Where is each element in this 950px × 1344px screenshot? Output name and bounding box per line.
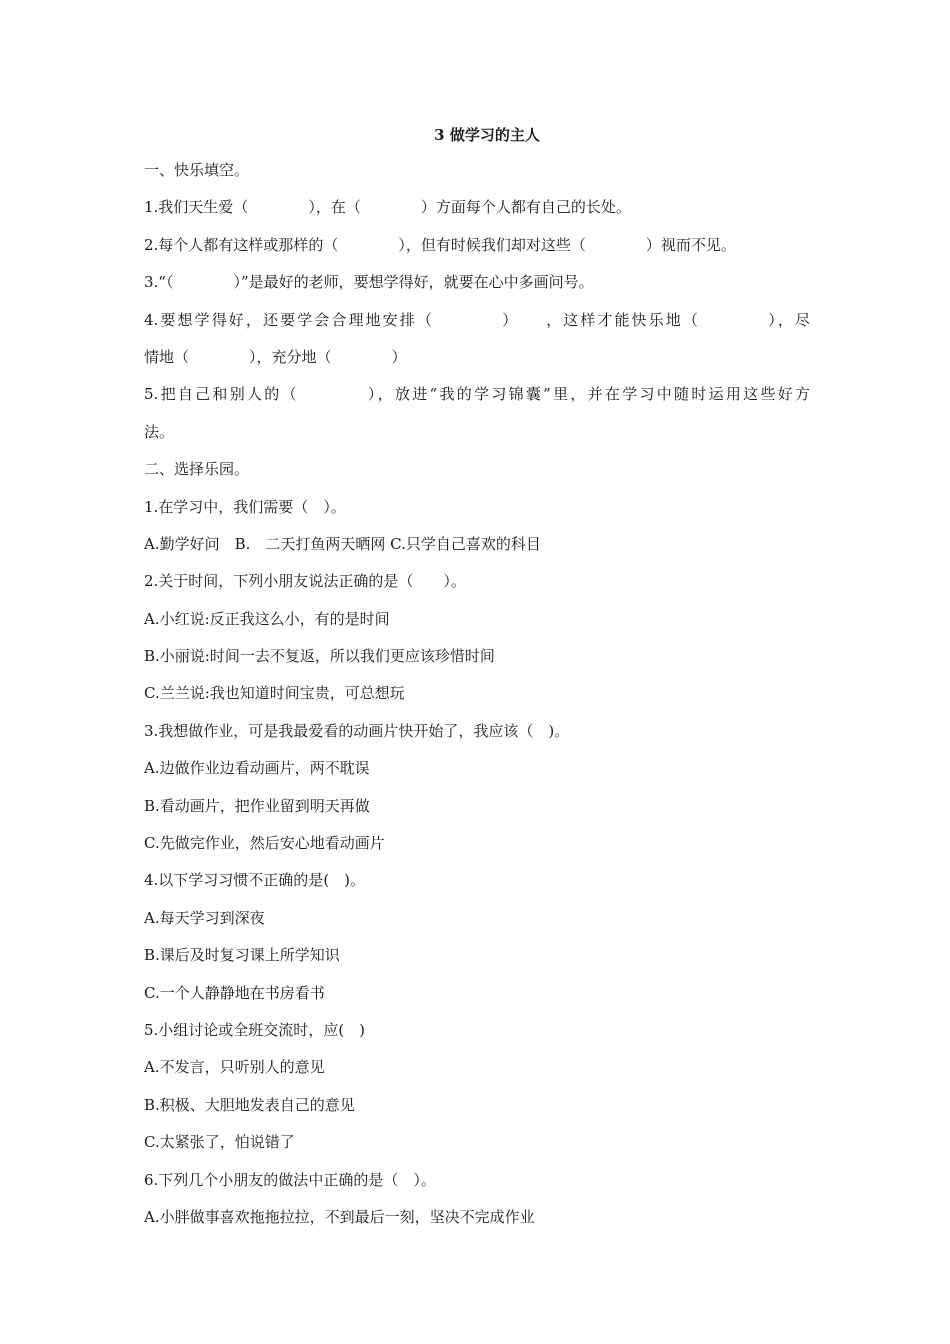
- option-line: A.勤学好问 B. 二天打鱼两天晒网 C.只学自己喜欢的科目: [144, 534, 541, 553]
- page-title: 3 做学习的主人: [434, 126, 540, 144]
- option-line: B.积极、大胆地发表自己的意见: [144, 1095, 355, 1114]
- question-line: 3.“（ ）”是最好的老师，要想学得好，就要在心中多画问号。: [144, 273, 594, 292]
- question-line: 6.下列几个小朋友的做法中正确的是（ ）。: [144, 1170, 436, 1189]
- question-line: 2.关于时间，下列小朋友说法正确的是（ ）。: [144, 572, 466, 591]
- section-heading: 二、选择乐园。: [144, 460, 250, 479]
- option-line: C.太紧张了，怕说错了: [144, 1133, 295, 1152]
- question-line: 4.要想学得好，还要学会合理地安排（ ） ，这样才能快乐地（ ），尽: [144, 310, 810, 329]
- option-line: A.不发言，只听别人的意见: [144, 1058, 325, 1077]
- question-line: 法。: [144, 422, 175, 441]
- question-line: 5.把自己和别人的（ ），放进“我的学习锦囊”里，并在学习中随时运用这些好方: [144, 385, 810, 404]
- option-line: B.小丽说:时间一去不复返，所以我们更应该珍惜时间: [144, 647, 495, 666]
- question-line: 4.以下学习习惯不正确的是( )。: [144, 871, 366, 890]
- question-line: 1.在学习中，我们需要（ ）。: [144, 497, 346, 516]
- option-line: C.先做完作业，然后安心地看动画片: [144, 834, 385, 853]
- worksheet-page: [144, 118, 810, 1236]
- option-line: A.小胖做事喜欢拖拖拉拉，不到最后一刻，坚决不完成作业: [144, 1207, 535, 1226]
- question-line: 2.每个人都有这样或那样的（ ），但有时候我们却对这些（ ）视而不见。: [144, 235, 736, 254]
- option-line: A.小红说:反正我这么小，有的是时间: [144, 609, 390, 628]
- question-line: 3.我想做作业，可是我最爱看的动画片快开始了，我应该（ )。: [144, 721, 570, 740]
- option-line: B.看动画片，把作业留到明天再做: [144, 796, 370, 815]
- question-line: 5.小组讨论或全班交流时，应( ): [144, 1020, 366, 1039]
- option-line: B.课后及时复习课上所学知识: [144, 946, 340, 965]
- option-line: A.每天学习到深夜: [144, 908, 265, 927]
- option-line: A.边做作业边看动画片，两不耽误: [144, 759, 370, 778]
- question-line: 1.我们天生爱（ ），在（ ）方面每个人都有自己的长处。: [144, 198, 631, 217]
- question-line: 情地（ ），充分地（ ）: [144, 347, 407, 366]
- option-line: C.一个人静静地在书房看书: [144, 983, 325, 1002]
- section-heading: 一、快乐填空。: [144, 161, 250, 179]
- option-line: C.兰兰说:我也知道时间宝贵，可总想玩: [144, 684, 405, 703]
